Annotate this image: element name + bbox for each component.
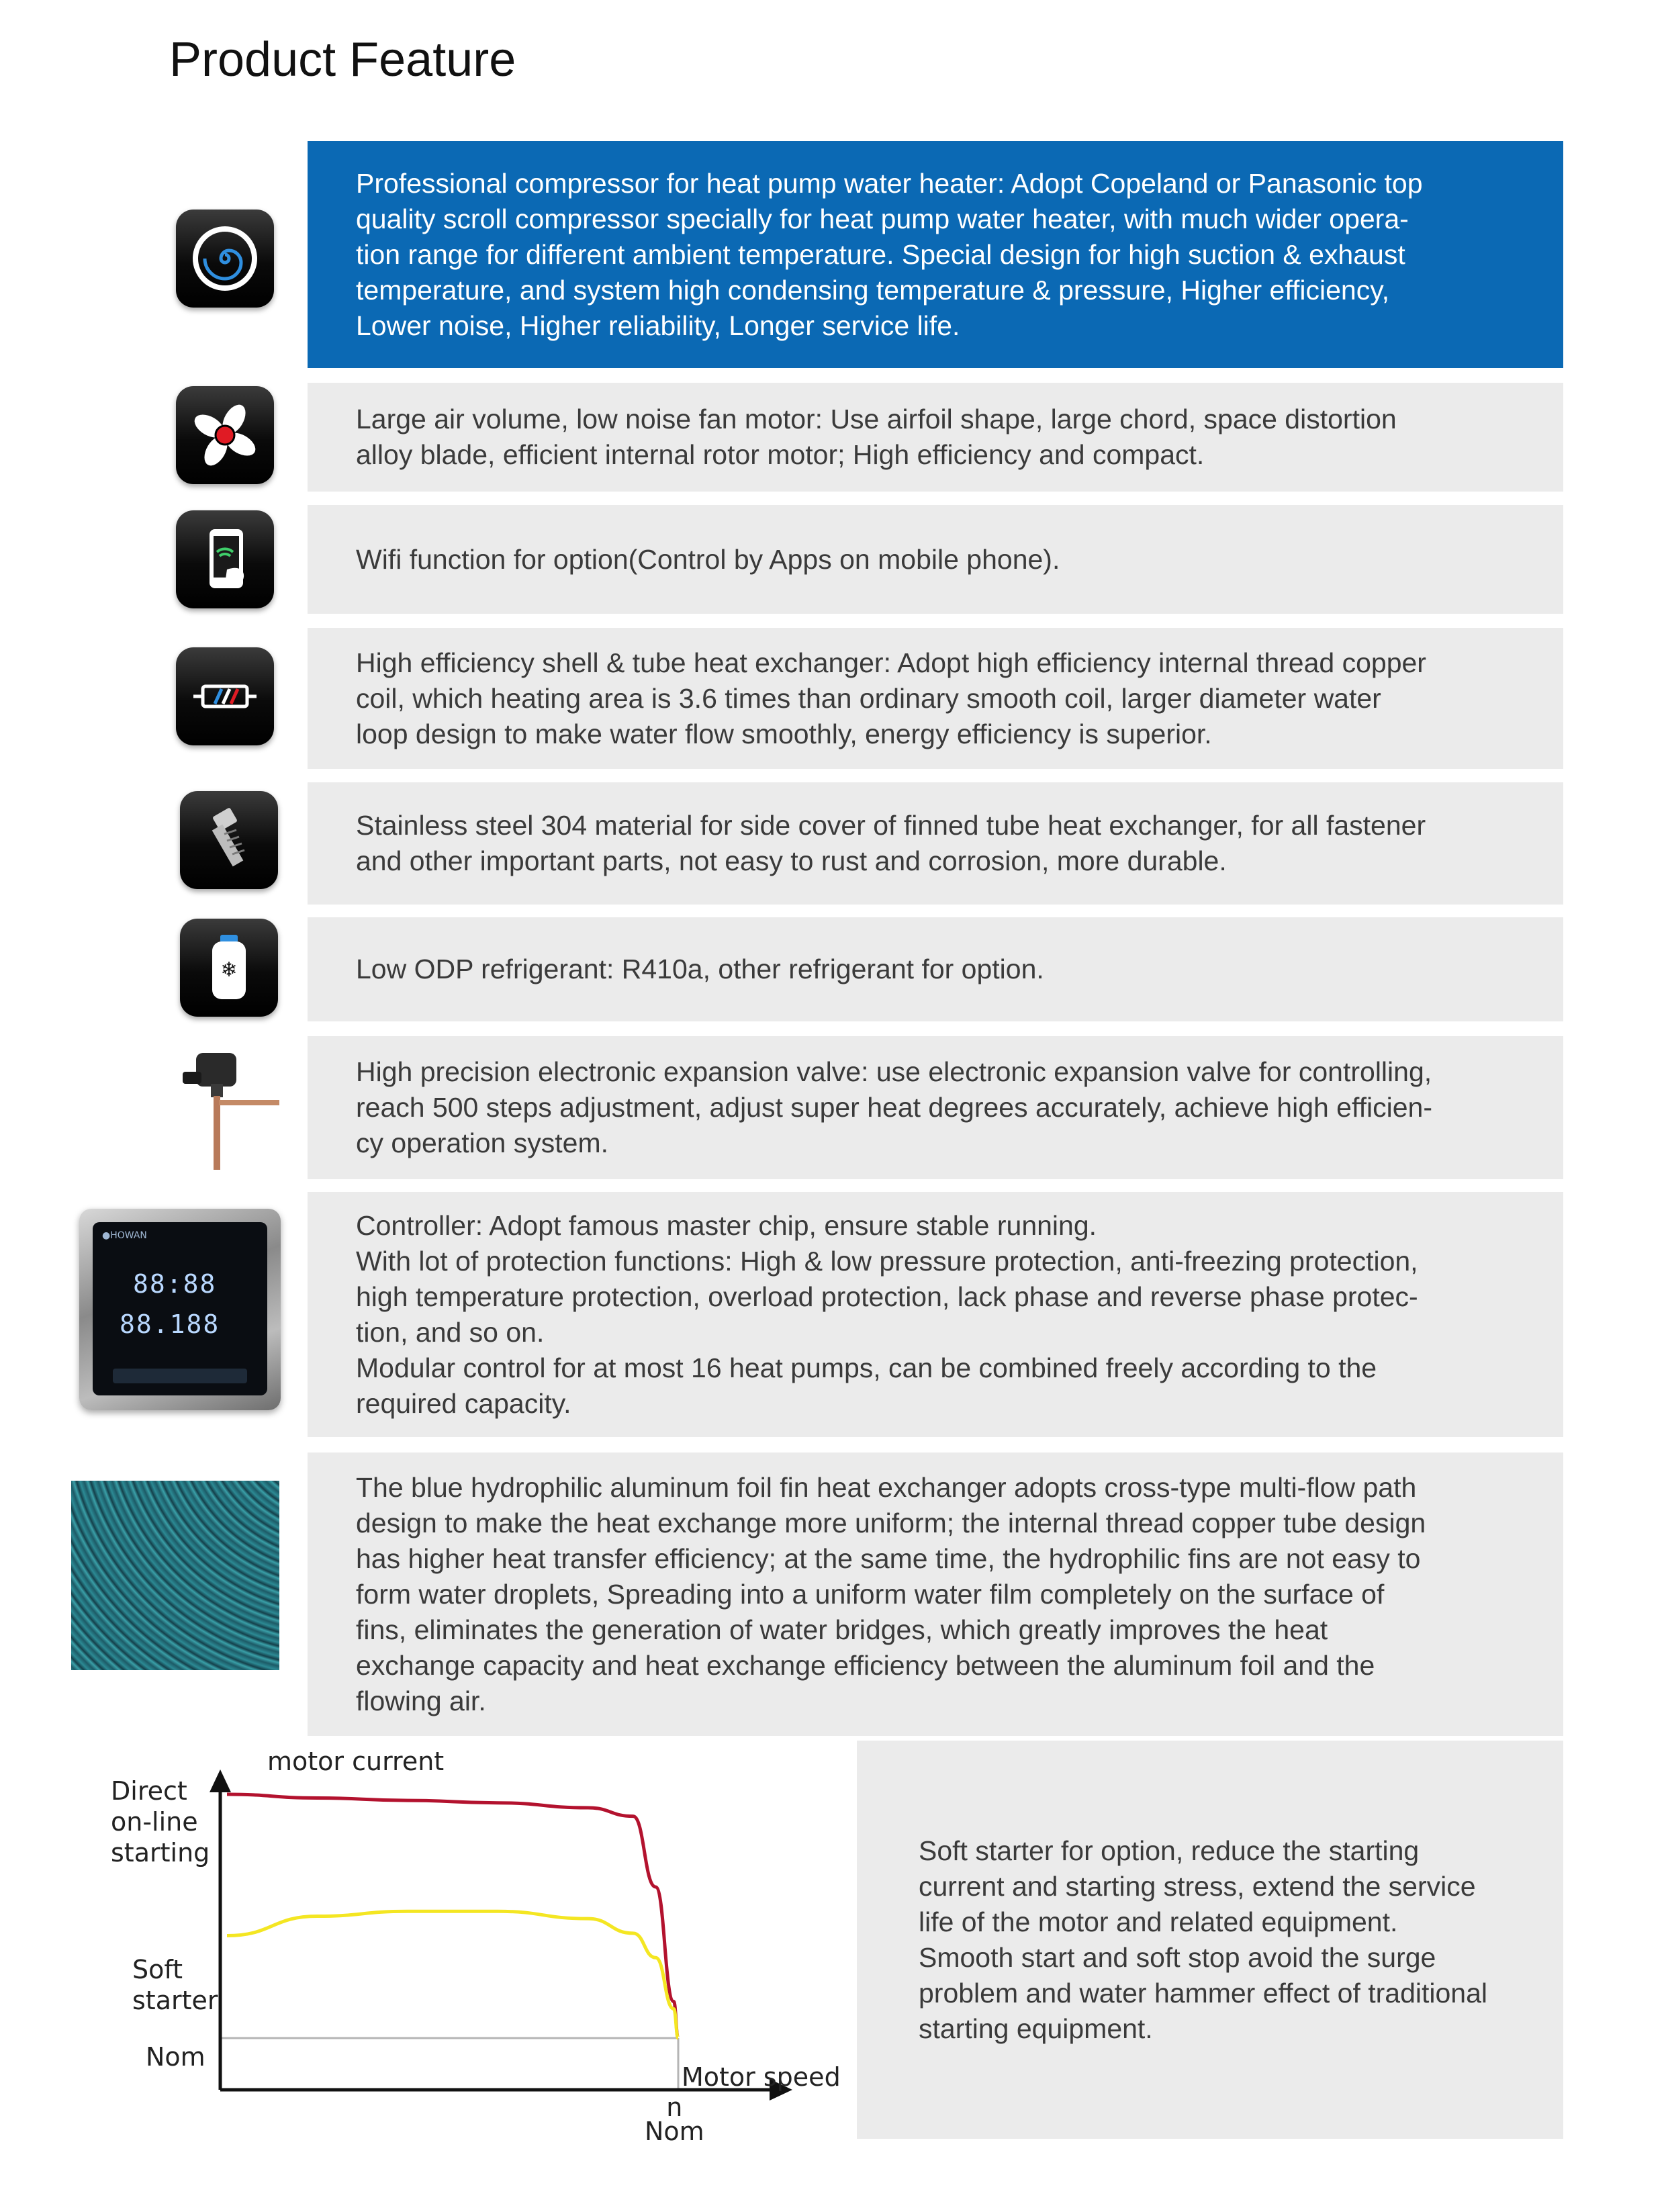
feature-fin-heat-exchanger (308, 1453, 1563, 1736)
feature-fan-motor (308, 383, 1563, 492)
direct-online-curve (227, 1794, 678, 2038)
y-axis-arrow (210, 1769, 231, 1792)
chart-ylabel: motor current (267, 1747, 445, 1776)
feature-text: Low ODP refrigerant: R410a, other refrigerant for option. (356, 954, 1044, 984)
feature-text: Controller: Adopt famous master chip, ensure stable running. With lot of protection functions: High & low pressure protection, anti-freezing protection, high temperature protection, overload protection, lack phase and reverse phase protec- tion, and so on. Modular control for at most 16 heat pumps, can be combined freely according to the required capacity. (356, 1209, 1418, 1419)
feature-text: Large air volume, low noise fan motor: Use airfoil shape, large chord, space distortion alloy blade, efficient internal rotor motor; High efficiency and compact. (356, 404, 1397, 470)
refrigerant-bottle-icon (180, 919, 278, 1017)
screw-icon (180, 791, 278, 889)
feature-expansion-valve (308, 1036, 1563, 1179)
feature-text: Stainless steel 304 material for side cover of finned tube heat exchanger, for all fastener and other important parts, not easy to rust and corrosion, more durable. (356, 810, 1426, 876)
controller-image (79, 1209, 281, 1410)
controller-button-bar (113, 1369, 247, 1383)
controller-brand: ●HOWAN (102, 1230, 147, 1241)
mobile-wifi-icon (176, 510, 274, 608)
x-tick-label-nom: n Nom (645, 2092, 704, 2146)
fin-image (71, 1481, 279, 1670)
feature-text: Professional compressor for heat pump water heater: Adopt Copeland or Panasonic top quality scroll compressor specially for heat pump water heater, with much wider opera- tion range for different ambient temperature. Special design for high suction & exhaust temperature, and system high condensing temperature & pressure, Higher efficiency, Lower noise, Higher reliability, Longer service life. (356, 167, 1423, 341)
fan-icon (176, 386, 274, 484)
expansion-valve-icon (176, 1040, 283, 1174)
feature-controller (308, 1192, 1563, 1437)
controller-screen (93, 1222, 267, 1395)
heat-exchanger-icon (176, 647, 274, 745)
soft-starter-curve (227, 1911, 678, 2038)
feature-refrigerant (308, 917, 1563, 1021)
feature-text: The blue hydrophilic aluminum foil fin heat exchanger adopts cross-type multi-flow path design to make the heat exchange more uniform; the internal thread copper tube design has higher heat transfer efficiency; at the same time, the hydrophilic fins are not easy to form water droplets, Spreading into a uniform water film completely on the surface of fins, eliminates the generation of water bridges, which greatly improves the heat exchange capacity and heat exchange efficiency between the aluminum foil and the flowing air. (356, 1471, 1426, 1716)
y-tick-label-direct: Direct on-line starting (111, 1776, 210, 1868)
feature-text: High efficiency shell & tube heat exchanger: Adopt high efficiency internal thread copper coil, which heating area is 3.6 times than ordinary smooth coil, larger diameter water loop design to make water flow smoothly, energy efficiency is superior. (356, 647, 1426, 749)
feature-compressor (308, 141, 1563, 368)
svg-text:❄: ❄ (220, 958, 238, 982)
feature-heat-exchanger (308, 628, 1563, 769)
feature-soft-starter (857, 1741, 1563, 2139)
compressor-swirl-icon (176, 210, 274, 308)
feature-text: Soft starter for option, reduce the starting current and starting stress, extend the service life of the motor and related equipment. Smooth start and soft stop avoid the surge problem and water hammer effect of traditional starting equipment. (919, 1835, 1488, 2044)
feature-text: Wifi function for option(Control by Apps on mobile phone). (356, 543, 1060, 575)
y-tick-label-nom: Nom (146, 2042, 205, 2072)
feature-text: High precision electronic expansion valve: use electronic expansion valve for controlling, reach 500 steps adjustment, adjust super heat degrees accurately, achieve high efficien- cy operation system. (356, 1056, 1433, 1158)
page-title: Product Feature (169, 33, 516, 87)
controller-readout-temp: 88.188 (120, 1309, 220, 1339)
chart-xlabel: Motor speed (682, 2062, 841, 2092)
controller-readout-time: 88:88 (133, 1269, 217, 1299)
feature-stainless-steel (308, 782, 1563, 905)
feature-wifi (308, 505, 1563, 614)
y-tick-label-soft: Soft starter (132, 1955, 218, 2015)
